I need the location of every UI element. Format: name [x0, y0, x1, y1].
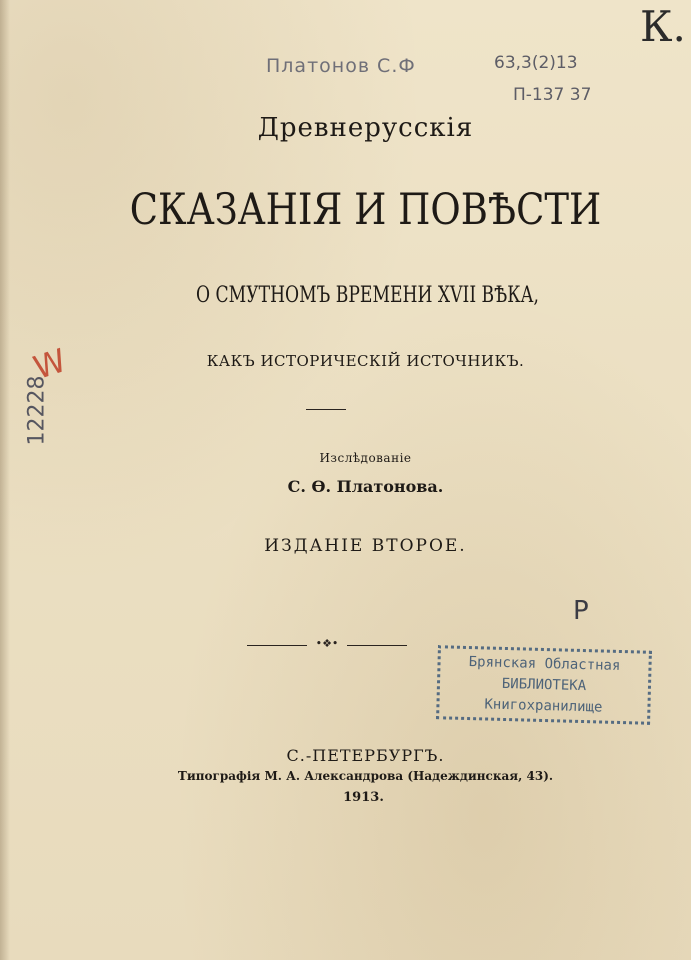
handwritten-shelf-mark-2: П-137 37 [513, 85, 592, 105]
handwritten-inventory-number: 12228 [24, 375, 50, 446]
handwritten-author-note: Платонов С.Ф [266, 55, 416, 77]
divider-rule [306, 409, 346, 410]
study-label: Изслѣдованіе [319, 451, 412, 465]
ornament-center-icon: •❖• [315, 637, 339, 650]
author-name: С. Ѳ. Платонова. [287, 477, 444, 496]
subtitle-line-2: КАКЪ ИСТОРИЧЕСКІЙ ИСТОЧНИКЪ. [206, 352, 525, 370]
stamp-line-1: Брянская Областная [468, 654, 621, 674]
red-pencil-mark: W [28, 341, 71, 387]
imprint-city: С.-ПЕТЕРБУРГЪ. [286, 746, 445, 765]
stamp-line-3: Книгохранилище [484, 696, 603, 716]
stamp-line-2: БИБЛИОТЕКА [501, 675, 587, 695]
handwritten-corner-letter: К. [640, 2, 686, 51]
title-line-1: Древнерусскія [257, 113, 474, 143]
page-edge-shadow [0, 0, 10, 960]
ornament-divider [247, 637, 407, 652]
handwritten-letter-p: Р [573, 596, 589, 626]
library-stamp [436, 645, 652, 725]
ornament-line-left [247, 645, 307, 646]
imprint-printer: Типографія М. А. Александрова (Надеждинская, 43). [177, 769, 554, 783]
edition-label: ИЗДАНІЕ ВТОРОЕ. [264, 536, 467, 556]
subtitle: О СМУТНОМЪ ВРЕМЕНИ XVII ВѢКА, [196, 283, 539, 308]
handwritten-shelf-mark-1: 63,3(2)13 [494, 53, 578, 73]
ornament-line-right [347, 645, 407, 646]
imprint-year: 1913. [343, 790, 384, 805]
main-title: СКАЗАНІЯ И ПОВѢСТИ [129, 185, 602, 235]
